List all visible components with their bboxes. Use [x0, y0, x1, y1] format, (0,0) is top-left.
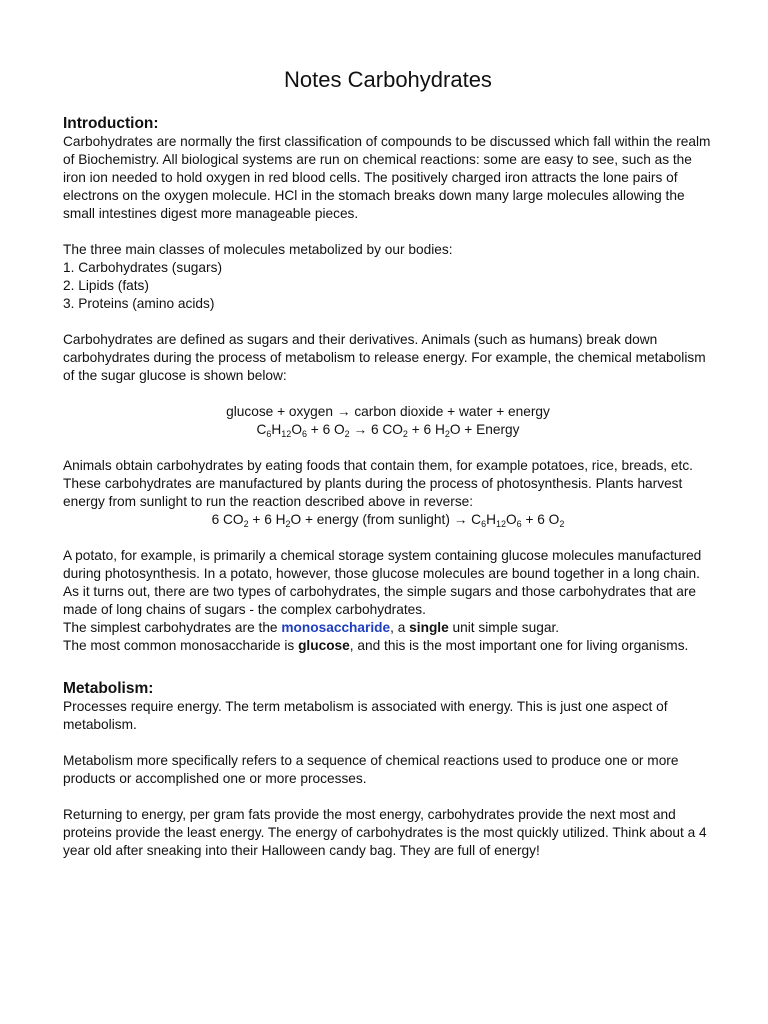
photosynthesis-equation: 6 $CO_2 + 6$ $H_2O$ + energy (from sunlight) → $C_6H_{12}O_6 + 6$ $O_2$ — [211, 512, 565, 529]
page-title: Notes Carbohydrates — [284, 67, 492, 92]
intro-paragraph-3: Animals obtain carbohydrates by eating foods that contain them, for example potatoes, rice, breads, etc. These carbohydrates are manufactured by plants during the process of photosynthesis. Plants harvest energy from sunlight to run the reaction described above in reverse: — [63, 458, 693, 509]
intro-paragraph-6: The most common monosaccharide is glucose, and this is the most important one for living organisms. — [63, 638, 689, 653]
word-equation: glucose + oxygen → carbon dioxide + water + energy — [226, 404, 550, 419]
list-item: 3. Proteins (amino acids) — [63, 296, 215, 311]
glucose-term: glucose — [298, 638, 350, 653]
introduction-heading: Introduction: — [63, 115, 159, 132]
list-item: 2. Lipids (fats) — [63, 278, 149, 293]
intro-paragraph-2: Carbohydrates are defined as sugars and their derivatives. Animals (such as humans) break down carbohydrates during the process of metabolism to release energy. For example, the chemical metabolism of the sugar glucose is shown below: — [63, 332, 706, 383]
molecule-classes-list — [63, 259, 713, 313]
intro-paragraph-5: The simplest carbohydrates are the monosaccharide, a single unit simple sugar. — [63, 620, 560, 635]
document-body — [63, 66, 713, 860]
metabolism-section — [63, 679, 713, 860]
chemical-equation: $C_6H_{12}O_6 + 6$ $O_2 \to 6$ $CO_2 + 6$ $H_2O$ + Energy — [256, 422, 520, 439]
metabolism-paragraph-3: Returning to energy, per gram fats provide the most energy, carbohydrates provide the next most and proteins provide the least energy. The energy of carbohydrates is the most quickly utilized. Think about a 4 year old after sneaking into their Halloween candy bag. They are full of energy! — [63, 807, 707, 858]
introduction-section — [63, 114, 713, 655]
intro-paragraph-1: Carbohydrates are normally the first classification of compounds to be discussed which fall within the realm of Biochemistry. All biological systems are run on chemical reactions: some are easy to see, such as the iron ion needed to hold oxygen in red blood cells. The positively charged iron attracts the lone pairs of electrons on the oxygen molecule. HCl in the stomach breaks down many large molecules allowing the small intestines digest more manageable pieces. — [63, 134, 711, 221]
monosaccharide-term: monosaccharide — [281, 620, 391, 635]
metabolism-paragraph-1: Processes require energy. The term metabolism is associated with energy. This is just one aspect of metabolism. — [63, 699, 668, 732]
metabolism-heading: Metabolism: — [63, 680, 154, 697]
metabolism-paragraph-2: Metabolism more specifically refers to a sequence of chemical reactions used to produce one or more products or accomplished one or more processes. — [63, 753, 679, 786]
classes-intro: The three main classes of molecules metabolized by our bodies: — [63, 242, 453, 257]
single-term: single — [409, 620, 449, 635]
list-item: 1. Carbohydrates (sugars) — [63, 260, 222, 275]
intro-paragraph-4: A potato, for example, is primarily a chemical storage system containing glucose molecules manufactured during photosynthesis. In a potato, however, those glucose molecules are bound together in a long chain. As it turns out, there are two types of carbohydrates, the simple sugars and those carbohydrates that are made of long chains of sugars - the complex carbohydrates. — [63, 548, 702, 617]
